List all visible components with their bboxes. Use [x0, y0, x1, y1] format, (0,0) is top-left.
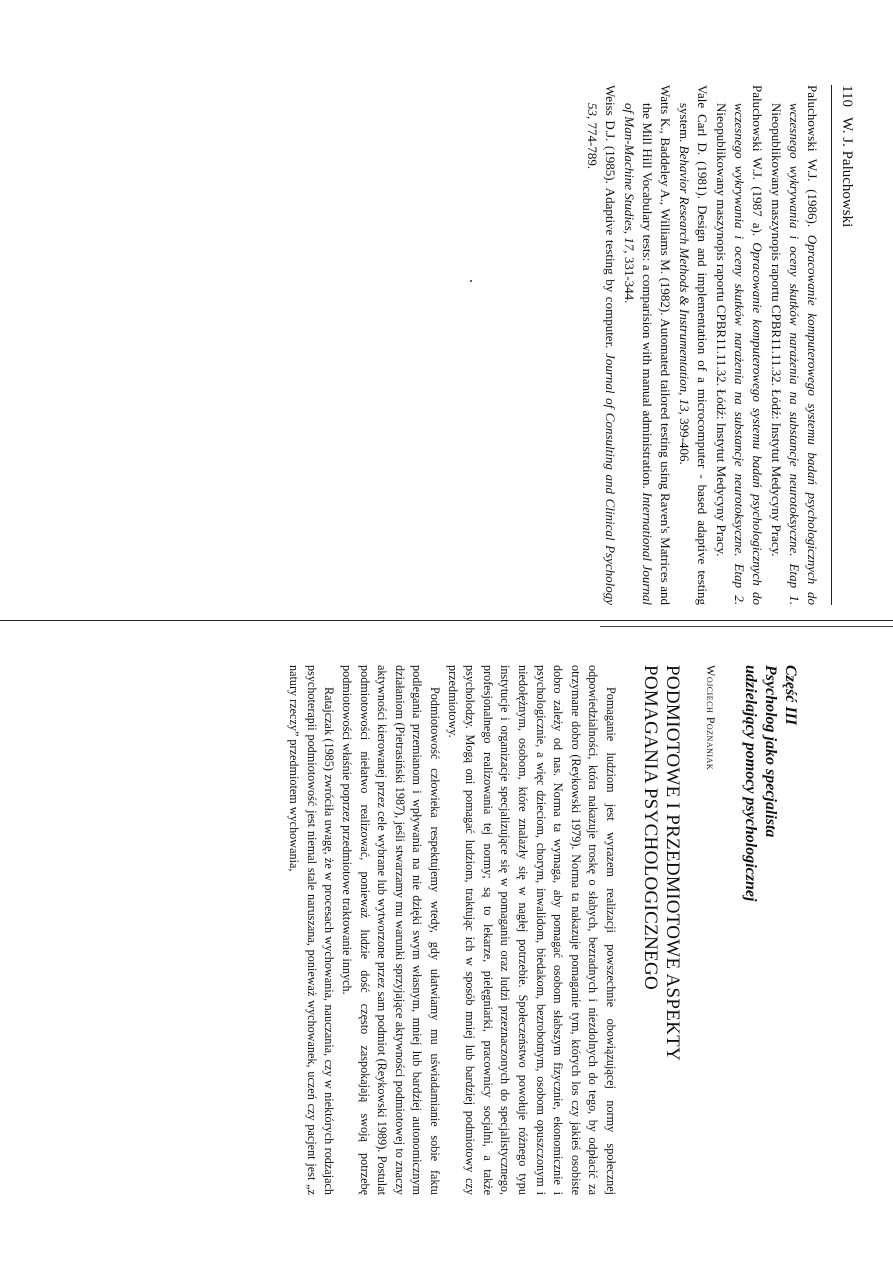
stray-dot	[470, 280, 472, 282]
ref-rest: 331-344.	[622, 256, 637, 304]
chapter-title-line2: POMAGANIA PSYCHOLOGICZNEGO	[640, 665, 661, 991]
running-head: W. J. Paluchowski	[839, 116, 855, 228]
reference-item	[712, 85, 766, 605]
ref-author: Weiss D.J. (1985). Adaptive testing by computer.	[603, 85, 618, 349]
chapter-author: Wojciech Poznaniak	[704, 665, 718, 771]
reference-item	[675, 85, 711, 605]
ref-author: Paluchowski W.J. (1986).	[805, 85, 820, 228]
part-label: Część III	[782, 665, 799, 726]
ref-title: International Journal of Man-Machine Studies, 17,	[622, 103, 655, 606]
part-title-line2: udzielający pomocy psychologicznej	[742, 665, 759, 902]
ref-author: Watts K., Baddeley A., Williams M. (1982). Automated tailored testing using Raven's Matrices and the Mill Hill Vocabulary tests: a comparision with manual administration.	[640, 85, 673, 605]
body-paragraph: Podmiotowość człowieka respektujemy wtedy, gdy ułatwiamy mu uświadamianie sobie faktu podlegania przemianom i wpływania na nie dzięki swym własnym, mniej lub bardziej autonomicznym działaniom (Pietrasiński 1987), jeśli stwarzamy mu warunki sprzyjające aktywności podmiotowej to znaczy aktywności kierowanej przez cele wybrane lub wytworzone przez sam podmiot (Reykowski 1989). Postulat podmiotowości niełatwo realizować, ponieważ ludzie dość często zaspokajają swoją potrzebę podmiotowości właśnie poprzez przedmiotowe traktowanie innych.	[340, 665, 443, 1195]
ref-rest: Nieopublikowany maszynopis raportu CPBR11.11.32. Łódź: Instytut Medycyny Pracy.	[769, 103, 784, 557]
ref-rest: 399-406.	[677, 418, 692, 465]
chapter-title-line1: PODMIOTOWE I PRZEDMIOTOWE ASPEKTY	[662, 665, 683, 1062]
running-header	[831, 85, 855, 605]
ref-author: Vale Carl D. (1981). Design and implementation of a microcomputer - based adaptive testing system.	[677, 85, 710, 605]
body-paragraph: Pomaganie ludziom jest wyrazem realizacji powszechnie obowiązującej normy społecznej odpowiedzialności, która nakazuje troskę o słabych, bezradnych i niezdolnych do tego, by odpłacić za otrzymane dobro (Reykowski 1979). Norma ta nakazuje pomaganie tym, których los czy jakieś osobiste dobro zależy od nas. Norma ta wymaga, aby pomagać osobom słabszym fizycznie, ekonomicznie i psychologicznie, a więc dzieciom, chorym, inwalidom, biedakom, bezrobotnym, osobom opuszczonym i niedołężnym, osobom, które znalazły się w nagłej potrzebie. Społeczeństwo powołuje różnego typu instytucje i organizacje specjalizujące się w pomaganiu oraz ludzi przeznaczonych do specjalistycznego, profesjonalnego realizowania tej normy; są to lekarze, pielęgniarki, pracownicy socjalni, a także psycholodzy. Mogą oni pomagać ludziom, traktując ich w sposób mniej lub bardziej podmiotowy czy przedmiotowy.	[445, 665, 618, 1195]
page-divider	[0, 620, 893, 621]
page-number: 110	[839, 85, 855, 107]
body-paragraph: Ratajczak (1985) zwróciła uwagę, że w procesach wychowania, nauczania, czy w niektórych rodzajach psychoterapii podmiotowość jest niemal stale naruszana, ponieważ wychowanek, uczeń czy pacjent jest „z natury rzeczy” przedmiotem wychowania,	[287, 665, 337, 1195]
chapter-title	[639, 665, 683, 1195]
reference-item	[620, 85, 674, 605]
reference-item	[583, 85, 619, 605]
part-title-line1: Psycholog jako specjalista	[762, 665, 779, 838]
chapter-page	[90, 665, 800, 1195]
ref-title: Journal of Consulting and Clinical Psychology 53,	[585, 103, 618, 605]
reference-page	[515, 85, 855, 605]
reference-item	[767, 85, 821, 605]
ref-title: Opracowanie komputerowego systemu badań psychologicznych do wczesnego wykrywania i oceny skutków narażenia na substancje neurotoksyczne. Etap 2.	[732, 103, 765, 605]
ref-title: Opracowanie komputerowego systemu badań psychologicznych do wczesnego wykrywania i oceny skutków narażenia na substancje neurotoksyczne. Etap 1.	[787, 103, 820, 605]
page-divider-secondary	[600, 626, 893, 627]
ref-rest: Nieopublikowany maszynopis raportu CPBR11.11.32. Łódź: Instytut Medycyny Pracy.	[714, 103, 729, 557]
ref-author: Paluchowski W.J. (1987 a).	[750, 85, 765, 237]
ref-title: Behavior Research Methods & Instrumentation, 13,	[677, 145, 692, 415]
ref-rest: 774-789.	[585, 122, 600, 170]
